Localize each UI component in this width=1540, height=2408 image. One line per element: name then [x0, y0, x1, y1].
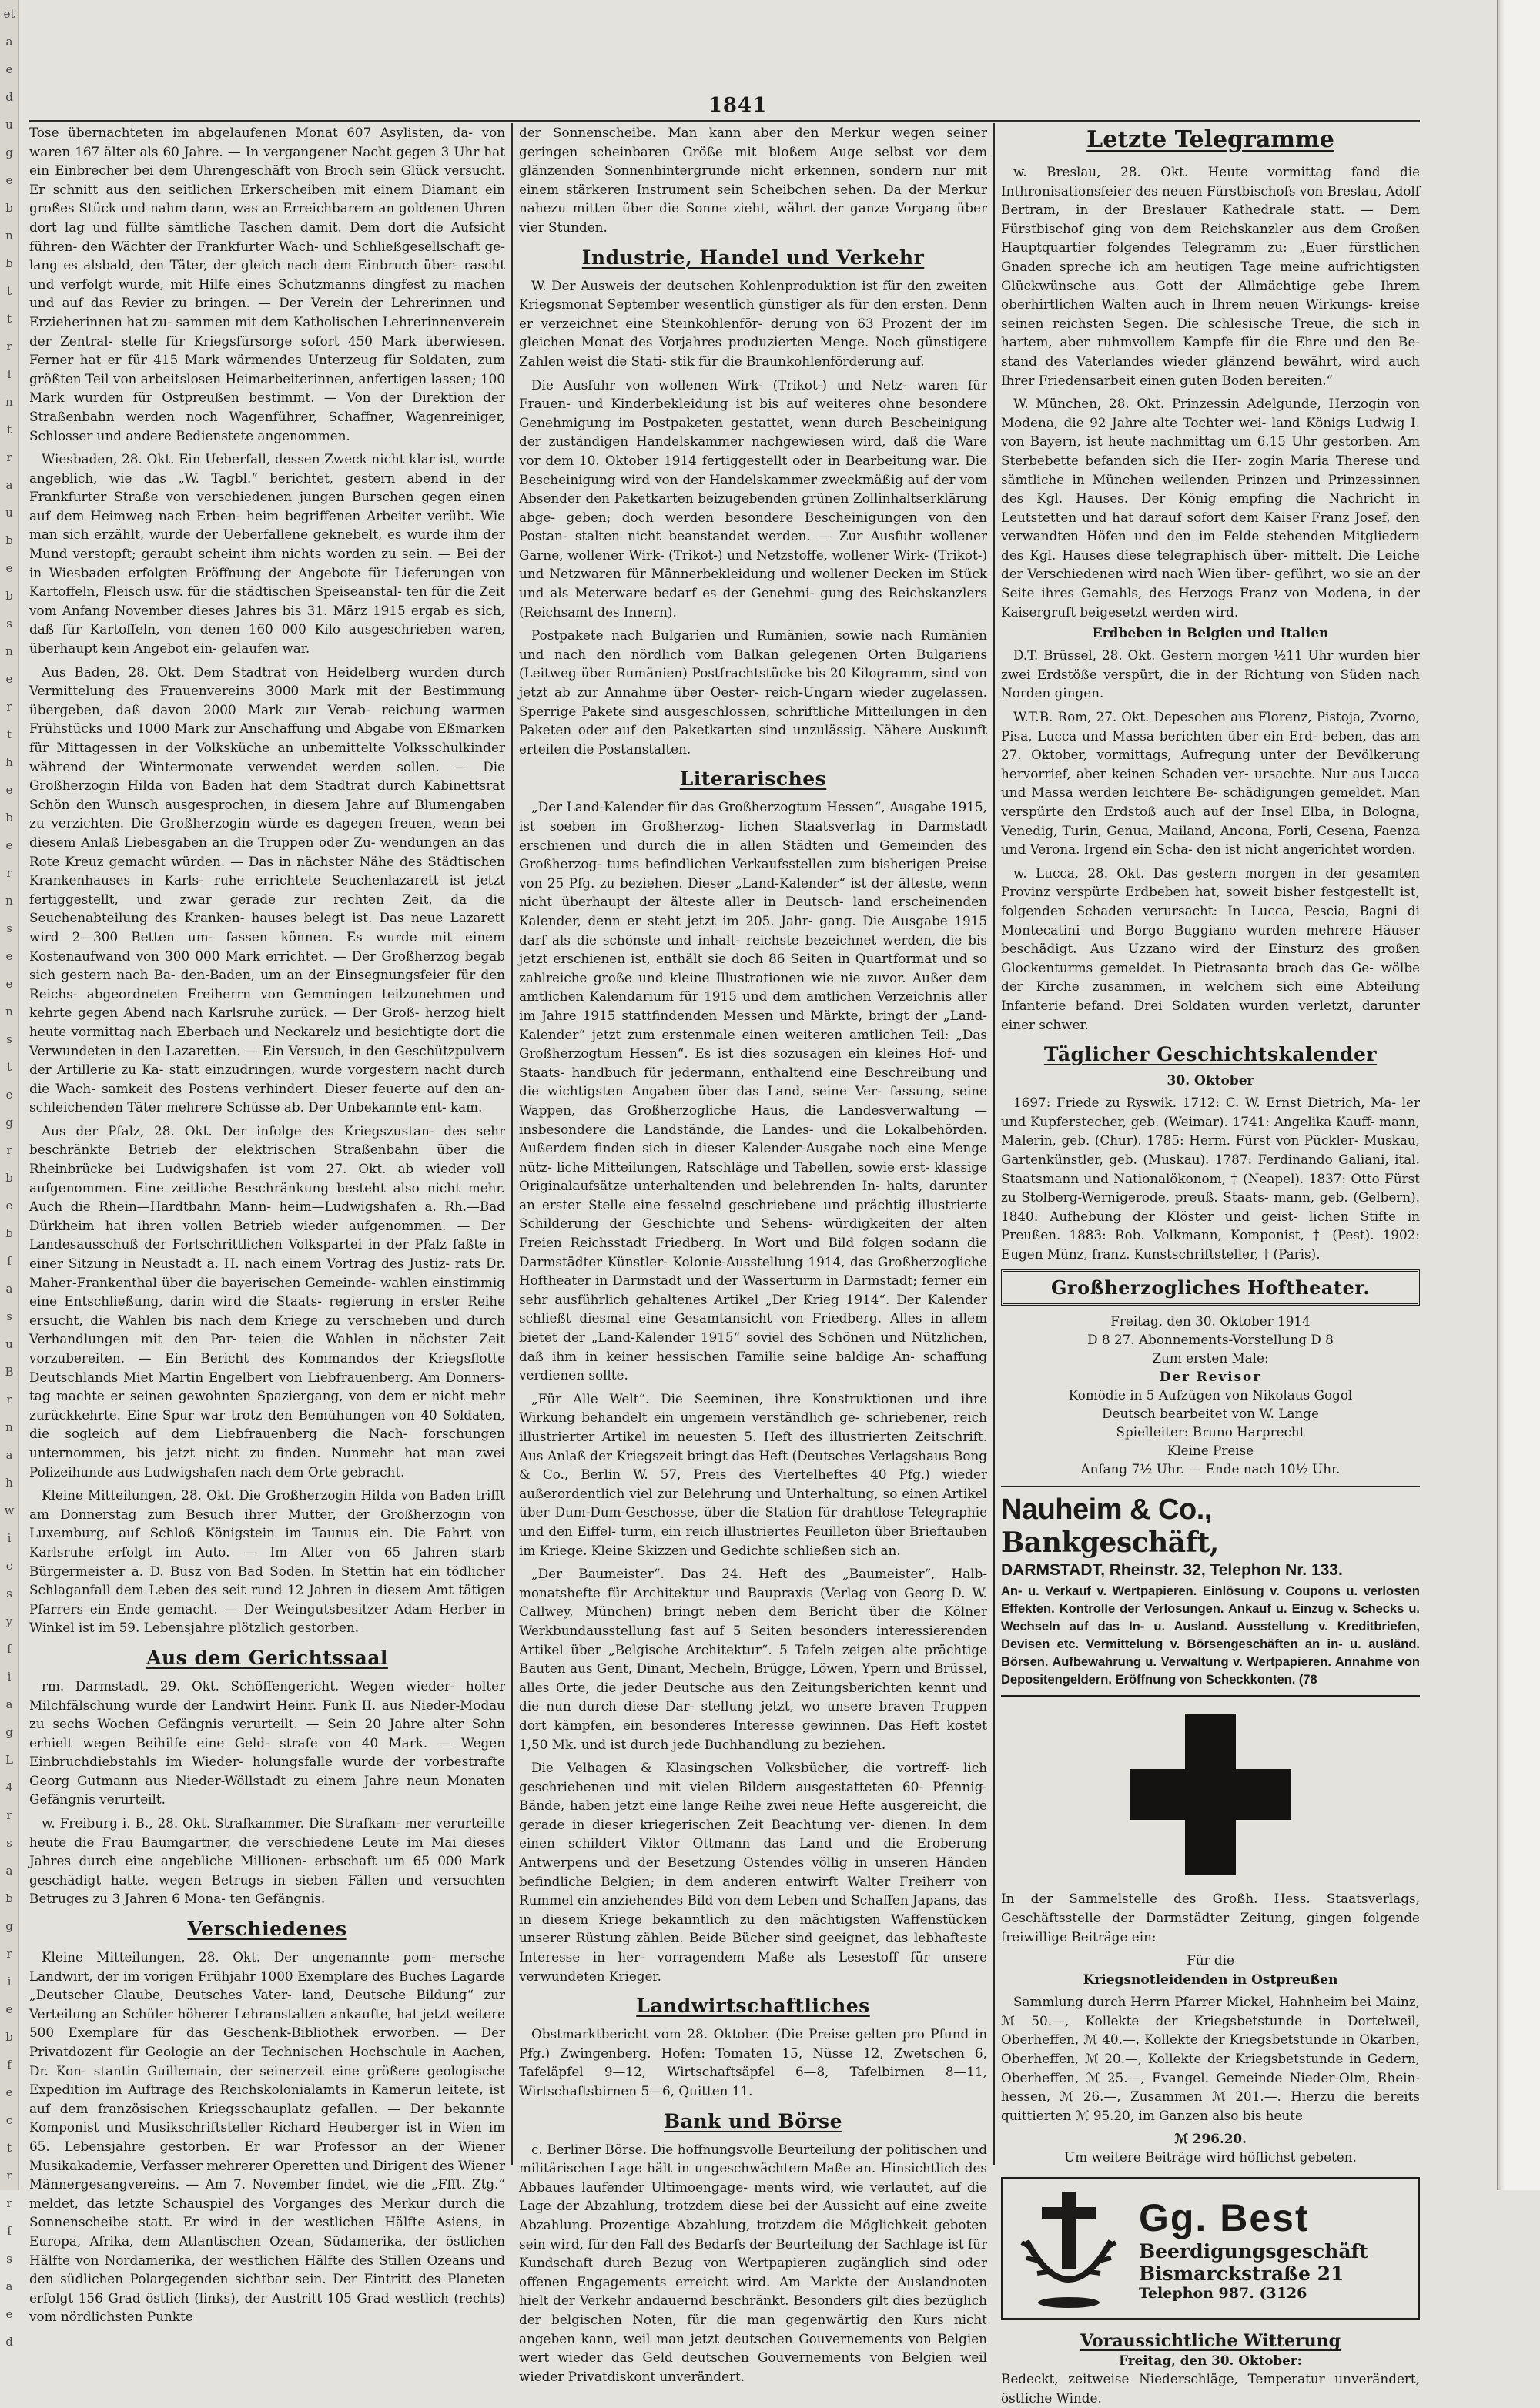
strip-letter: e — [5, 783, 13, 797]
strip-letter: t — [6, 2141, 12, 2155]
strip-letter: L — [5, 1753, 13, 1767]
funeral-text — [1139, 2196, 1368, 2302]
section-heading — [1001, 1043, 1420, 1065]
strip-letter: s — [6, 2252, 12, 2266]
strip-letter: a — [5, 478, 13, 492]
weather-heading: Voraussichtliche Witterung — [1080, 2331, 1341, 2352]
section-heading-text: Letzte Telegramme — [1086, 126, 1334, 153]
strip-letter: n — [5, 1005, 13, 1018]
strip-letter: b — [5, 201, 13, 215]
theater-program — [1001, 1312, 1420, 1478]
column-middle — [519, 123, 987, 2384]
strip-letter: r — [6, 700, 12, 714]
section-heading-text: Literarisches — [679, 768, 827, 791]
strip-letter: e — [5, 2307, 13, 2321]
article-text: w. Freiburg i. B., 28. Okt. Strafkammer. Die Strafkam- mer verurteilte heute die Frau Baumgartner, die verschiedene Leute im Mai dieses Jahres durch eine angebliche Millionen- erbschaft um 65 000 Mark geschädigt hatte, wegen Betrugs in sieben Fällen und versuchten Betruges zu 3 Jahren 6 Mona- ten Gefängnis. — [29, 1815, 505, 1907]
article-text: W. Der Ausweis der deutschen Kohlenproduktion ist für den zweiten Kriegsmonat September wesentlich günstiger als für den ersten. Denn er verzeichnet eine Steinkohlenför- derung von 63 Prozent der im gleichen Monat des Vorjahres produzierten Menge. Noch günstigere Zahlen weist die Stati- stik für die Braunkohlenförderung auf. — [519, 277, 987, 369]
strip-letter: t — [6, 284, 12, 298]
article-text: Obstmarktbericht vom 28. Oktober. (Die Preise gelten pro Pfund in Pfg.) Zwingenberg. Hofen: Tomaten 15, Nüsse 12, Zwetschen 6, Tafeläpfel 9—12, Wirtschaftsäpfel 6—8, Tafelbirnen 8—11, Wirtschaftsbirnen 5—6, Quitten 11. — [519, 2026, 987, 2099]
strip-letter: a — [5, 35, 13, 48]
article-text: Die Velhagen & Klasingschen Volksbücher, die vortreff- lich geschriebenen und mit vielen Bildern ausgestatteten 60- Pfennig-Bände, haben jetzt eine lange Reihe zwei neue Hefte ausgereicht, die gerade in dieser kriegerischen Zeit Beachtung ver- dienen. In dem einen schildert Viktor Ottmann das Land und die Eroberung Antwerpens und der Besetzung Ostendes völlig in unseren Händen befindliche Belgien; in dem anderen entwirft Walter Freiherr von Rummel ein anziehendes Bild von dem Leben und Schaffen Japans, das in diesem Kriege bekanntlich zu den mächtigsten Waffenstücken unserer Rüstung zählen. Beide Bücher sind geeignet, das lebhafteste Interesse in her- vorragendem Maße als Lesestoff für unsere verwundeten Krieger. — [519, 1760, 987, 1984]
theater-date: Freitag, den 30. Oktober 1914 — [1110, 1313, 1311, 1329]
cross-emblem — [1001, 1714, 1420, 1875]
article-text: W. München, 28. Okt. Prinzessin Adelgunde, Herzogin von Modena, die 92 Jahre alte Tochter wei- land Königs Ludwig I. von Bayern, ist heute nachmittag um 6.15 Uhr gestorben. Am Sterbebette befanden sich die Her- zogin Maria Therese und sämtliche in München weilenden Prinzen und Prinzessinnen des Kgl. Hauses. Der König empfing die Nachricht in Leutstetten und hat darauf sofort dem Kaiser Franz Josef, den verwandten Höfen und den im Felde stehenden Mitgliedern des Kgl. Hauses diese telegraphisch über- mittelt. Die Leiche der Verschiedenen wird nach Wien über- geführt, wo sie an der Seite ihres Gemahls, des Herzogs Franz von Modena, in der Kaisergruft beigesetzt werden wird. — [1001, 396, 1420, 620]
strip-letter: r — [6, 1393, 12, 1406]
bank-type: Bankgeschäft, — [1001, 1527, 1219, 1560]
strip-letter: b — [5, 533, 13, 547]
funeral-telephone: Telephon 987. (3126 — [1139, 2285, 1307, 2303]
newspaper-page — [29, 94, 1420, 2406]
strip-letter: s — [6, 1836, 12, 1850]
strip-letter: n — [5, 644, 13, 658]
strip-letter: i — [7, 1531, 12, 1545]
strip-letter: a — [5, 1448, 13, 1462]
strip-letter: b — [5, 1226, 13, 1240]
donation-for: Für die — [1187, 1952, 1234, 1968]
donation-request: Um weitere Beiträge wird höflichst gebeten. — [1064, 2149, 1357, 2166]
section-heading — [519, 246, 987, 269]
bank-address: DARMSTADT, Rheinstr. 32, Telephon Nr. 133. — [1001, 1561, 1343, 1580]
subheading: Erdbeben in Belgien und Italien — [1092, 626, 1329, 642]
strip-letter: e — [5, 561, 13, 575]
article-text: Aus Baden, 28. Okt. Dem Stadtrat von Heidelberg wurden durch Vermittelung des Frauenvereins 3000 Mark mit der Bestimmung übergeben, daß davon 2000 Mark zur Verab- reichung warmen Frühstücks und 1000 Mark zur Anschaffung und Abgabe von Eßmarken für Mittagessen in der Volksküche an unbemittelte Volksschulkinder während der Wintermonate verwendet werden sollen. — Die Großherzogin Hilda von Baden hat dem Stadtrat durch Kabinettsrat Schön den Wunsch ausgesprochen, in diesem Jahre auf Blumengaben zu verzichten. Die Großherzogin würde es dagegen freuen, wenn bei diesem Anlaß Liebesgaben an die Truppen oder Zu- wendungen an das Rote Kreuz gemacht würden. — Das in nächster Nähe des Städtischen Krankenhauses in Karls- ruhe errichtete Seuchenlazarett ist jetzt fertiggestellt, und zwar gerade zur rechten Zeit, da die Seuchenabteilung des Kranken- hauses belegt ist. Das neue Lazarett wird 2—300 Betten um- fassen können. Es wurde mit einem Kostenaufwand von 300 000 Mark errichtet. — Der Großherzog begab sich gestern nach Ba- den-Baden, um an der Einsegnungsfeier für den Reichs- abgeordneten Freiherrn von Gemmingen teilzunehmen und kehrte gegen Abend nach Karlsruhe zurück. — Der Groß- herzog hielt heute vormittag nach Eberbach und Neckarelz und besichtigte dort die Verwundeten in den Lazaretten. — Ein Versuch, in den Geschützpulvern der Artillerie zu Ka- statt einzudringen, wurde vorgestern nacht durch die Wach- samkeit des Postens verhindert. Dieser feuerte auf den an- schleichenden Täter mehrere Schüsse ab. Der Unbekannte ent- kam. — [29, 664, 505, 1115]
strip-letter: c — [5, 2113, 13, 2127]
section-heading — [519, 2110, 987, 2132]
section-heading-text: Täglicher Geschichtskalender — [1043, 1043, 1378, 1066]
article-text: „Für Alle Welt“. Die Seeminen, ihre Konstruktionen und ihre Wirkung behandelt ein ungemein verständlich ge- schriebener, reich illustrierter Artikel im neuesten 5. Heft des illustrierten Zeitschrift. Aus Anlaß der Kriegszeit bringt das Heft (Deutsches Verlagshaus Bong & Co., Berlin W. 57, Preis des Viertelheftes 40 Pfg.) wieder außerordentlich viel zur Belehrung und Unterhaltung, so einen Artikel über Dum-Dum-Geschosse, über die Station für drahtlose Telegraphie und den Eiffel- turm, ein reich illustriertes Feuilleton über Brieftauben im Kriege. Kleine Skizzen und Gedichte schließen sich an. — [519, 1390, 987, 1558]
strip-letter: n — [5, 229, 13, 242]
calendar-text: 1697: Friede zu Ryswik. 1712: C. W. Ernst Dietrich, Ma- ler und Kupferstecher, geb. (Weimar). 1741: Angelika Kauff- mann, Malerin, geb. (Chur). 1785: Herm. Fürst von Pückler- Muskau, Gartenkünstler, geb. (Muskau). 1787: Ferdinando Galiani, ital. Staatsmann und Nationalökonom, † (Neapel). 1837: Otto Fürst zu Stolberg-Wernigerode, preuß. Staats- mann, geb. (Gelbern). 1840: Aufhebung der Klöster und geist- lichen Stifte in Preußen. 1883: Rob. Volkmann, Komponist, † (Pest). 1902: Eugen Münz, franz. Kunstschriftsteller, † (Paris). — [1001, 1095, 1420, 1262]
bank-brand: Nauheim & Co., — [1001, 1493, 1212, 1527]
section-heading-text: Industrie, Handel und Verkehr — [581, 246, 925, 269]
play-prices: Kleine Preise — [1167, 1443, 1254, 1459]
strip-letter: h — [5, 1476, 13, 1490]
strip-letter: e — [5, 2002, 13, 2016]
strip-letter: i — [7, 1975, 12, 1988]
section-heading — [29, 1918, 505, 1940]
strip-letter: s — [6, 1309, 12, 1323]
weather-date: Freitag, den 30. Oktober: — [1119, 2353, 1302, 2369]
section-heading — [519, 1995, 987, 2017]
strip-letter: b — [5, 2030, 13, 2044]
strip-letter: b — [5, 811, 13, 824]
section-heading-text: Aus dem Gerichtssaal — [146, 1646, 388, 1669]
section-heading-text: Verschiedenes — [187, 1918, 347, 1941]
strip-letter: s — [6, 1587, 12, 1600]
strip-letter: a — [5, 2279, 13, 2293]
strip-letter: d — [5, 90, 13, 104]
column-rule — [511, 123, 513, 2165]
strip-letter: r — [6, 339, 12, 353]
calendar-date: 30. Oktober — [1167, 1073, 1254, 1089]
strip-letter: t — [6, 312, 12, 326]
article-text: „Der Baumeister“. Das 24. Heft des „Baumeister“, Halb- monatshefte für Architektur und Baupraxis (Verlag von Georg D. W. Callwey, München) bringt neben dem Bericht über die Kölner Werkbundausstellung fast auf 5 Seiten besonders interessierenden Artikel über „Belgische Architektur“. 5 Tafeln zeigen alte prächtige Bauten aus Gent, Dinant, Mecheln, Brügge, Löwen, Ypern und Brüssel, alles Orte, die jeder Deutsche aus den Zeitungsberichten kennt und die nun durch diese Dar- stellung jetzt, wo unsere braven Truppen dort kämpfen, ein besonderes Interesse gewinnen. Das Heft kostet 1,50 Mk. und ist durch jede Buchhandlung zu beziehen. — [519, 1566, 987, 1752]
article-text: „Der Land-Kalender für das Großherzogtum Hessen“, Ausgabe 1915, ist soeben im Großherzog- lichen Staatsverlag in Darmstadt erschienen und durch die in allen Städten und Gemeinden des Großherzog- tums befindlichen Verkaufsstellen zum bisherigen Preise von 25 Pfg. zu beziehen. Dieser „Land-Kalender“ ist der älteste, wenn nicht überhaupt der älteste aller in Deutsch- land erscheinenden Kalender, denn er steht jetzt im 205. Jahr- gang. Die Ausgabe 1915 darf als die schönste und inhalt- reichste bezeichnet werden, die bis jetzt erschienen ist, enthält sie doch 86 Seiten in Quartformat und so zahlreiche große und kleine Illustrationen wie nie zuvor. Außer dem amtlichen Kalendarium für 1915 und dem amtlichen Verzeichnis aller im Jahre 1915 stattfindenden Messen und Märkte, bringt der „Land-Kalender“ jetzt zum erstenmale einen weiteren amtlichen Teil: „Das Großherzogtum Hessen“. Es ist dies sozusagen ein kleines Hof- und Staats- handbuch für jedermann, enthaltend eine Beschreibung und die wichtigsten Angaben über das Land, seine Ver- fassung, seine Wappen, das Großherzogliche Haus, die Landesverwaltung — insbesondere die Landstände, die Landes- und die Lokalbehörden. Außerdem finden sich in dieser Kalender-Ausgabe noch eine Menge nütz- liche Mitteilungen, Ratschläge und Tabellen, sowie erst- klassige Originalaufsätze unterhaltenden und belehrenden In- halts, darunter an erster Stelle eine fesselnd geschriebene und prächtig illustrierte Schilderung der Geschichte und Sehens- würdigkeiten der alten Freien Reichsstadt Friedberg. In Wort und Bild folgen sodann die Darmstädter Künstler- Kolonie-Ausstellung 1914, das Großherzogliche Hoftheater in Darmstadt und der Wasserturm in Darmstadt; ferner ein sehr ausführlich gehaltenes Artikel „Der Krieg 1914“. Der Kalender schließt diesmal eine Gesamtansicht von Friedberg. Alles in allem bietet der „Land-Kalender 1915“ soviel des Schönen und Nützlichen, daß ihm in keiner hessischen Familie seine baldige An- schaffung verdienen sollte. — [519, 799, 987, 1383]
section-heading-text: Bank und Börse — [663, 2109, 843, 2132]
cross-icon — [1130, 1714, 1291, 1875]
article-text: Aus der Pfalz, 28. Okt. Der infolge des Kriegszustan- des sehr beschränkte Betrieb der elektrischen Straßenbahn über die Rheinbrücke bei Ludwigshafen ist vom 27. Okt. ab wieder voll aufgenommen. Eine zeitliche Beschränkung besteht also nicht mehr. Auch die Rhein—Hardtbahn Mann- heim—Ludwigshafen a. Rh.—Bad Dürkheim hat ihren vollen Betrieb wieder aufgenommen. — Der Landesausschuß der Fortschrittlichen Volkspartei in der Pfalz faßte in einer Sitzung in Neustadt a. H. nach einem Vortrag des Justiz- rats Dr. Maher-Frankenthal über die bayerischen Gemeinde- wahlen einstimmig eine Entschließung, darin wird die Staats- regierung in erster Reihe ersucht, die Wahlen bis nach dem Kriege zu verschieben und durch Verhandlungen mit den Par- teien die Wahlen in nächster Zeit vorzubereiten. — Ein Bericht des Kommandos der Kriegsflotte Deutschlands Miet Martin Engelbert von Liebfrauenberg. Am Donners- tag machte er seinen gewohnten Spaziergang, von dem er nicht mehr zurückkehrte. Eine Spur war trotz den Bemühungen von 40 Soldaten, die sogleich auf dem Liebfrauenberg die Nach- forschungen unternommen, bis jetzt nicht zu finden. Nunmehr hat man zwei Polizeihunde aus Ludwigshafen nach dem Orte gebracht. — [29, 1122, 505, 1480]
donation-title: Kriegsnotleidenden in Ostpreußen — [1083, 1972, 1338, 1988]
strip-letter: y — [5, 1614, 13, 1628]
article-text: der Sonnenscheibe. Man kann aber den Merkur wegen seiner geringen scheinbaren Größe mit bloßem Auge selbst vor dem glänzenden Sonnenhintergrunde nicht erkennen, sondern nur mit einem stärkeren Instrument sein Scheibchen sehen. Da der Merkur nahezu mitten über die Sonne zieht, währt der ganze Vorgang über vier Stunden. — [519, 125, 987, 235]
strip-letter: g — [5, 1919, 13, 1933]
funeral-address: Bismarckstraße 21 — [1139, 2263, 1344, 2286]
strip-letter: B — [5, 1365, 14, 1379]
strip-letter: n — [5, 894, 13, 908]
strip-letter: e — [5, 2085, 13, 2099]
play-times: Anfang 7½ Uhr. — Ende nach 10½ Uhr. — [1080, 1461, 1341, 1477]
strip-letter: u — [5, 118, 13, 132]
article-text: rm. Darmstadt, 29. Okt. Schöffengericht. Wegen wieder- holter Milchfälschung wurde der Landwirt Heinr. Funk II. aus Nieder-Modau zu sechs Wochen Gefängnis verurteilt. — Sein 20 Jahre alter Sohn erhielt wegen Beihilfe eine Geld- strafe von 40 Mark. — Wegen Einbruchdiebstahls im Wieder- holungsfalle wurde der vorbestrafte Georg Gutmann aus Nieder-Wöllstadt zu einem Jahre neun Monaten Gefängnis verurteilt. — [29, 1677, 505, 1808]
adjacent-page-strip — [0, 0, 19, 2349]
bank-name — [1001, 1493, 1420, 1560]
strip-letter: r — [6, 1808, 12, 1822]
article-text: Postpakete nach Bulgarien und Rumänien, sowie nach Rumänien und nach den nördlich vom Balkan gelegenen Orten Bulgariens (Leitweg über Rumänien) Postfrachtstücke bis 20 Kilogramm, sind von jetzt ab zur Annahme über Oester- reich-Ungarn wieder zugelassen. Sperrige Pakete sind ausgeschlossen, schriftliche Mitteilungen in den Paketen oder auf den Paketkarten sind unzulässig. Nähere Auskunft erteilen die Postanstalten. — [519, 627, 987, 757]
strip-letter: u — [5, 506, 13, 520]
cross-wreath-icon — [1011, 2187, 1127, 2310]
column-right — [1001, 123, 1420, 2406]
strip-letter: f — [7, 2058, 12, 2072]
play-title: Der Revisor — [1159, 1369, 1262, 1385]
play-translator: Deutsch bearbeitet von W. Lange — [1102, 1406, 1319, 1422]
strip-letter: a — [5, 1697, 13, 1711]
strip-letter: f — [7, 2224, 12, 2238]
strip-letter: f — [7, 1254, 12, 1268]
strip-letter: e — [5, 672, 13, 686]
article-text: w. Breslau, 28. Okt. Heute vormittag fand die Inthronisationsfeier des neuen Fürstbischofs von Breslau, Adolf Bertram, in der Breslauer Kathedrale statt. — Dem Fürstbischof ging von dem Reichskanzler aus dem Großen Hauptquartier folgendes Telegramm zu: „Euer fürstlichen Gnaden spreche ich am heutigen Tage meine aufrichtigsten Glückwünsche aus. Gott der Allmächtige gebe Ihrem oberhirtlichen Walten auch in Ihrem neuen Wirkungs- kreise seinen reichsten Segen. Die schlesische Treue, die sich in hartem, aber ruhmvollem Kampfe für die Ehre und den Be- stand des Vaterlandes wieder glänzend bewährt, wird auch Ihrer Friedensarbeit einen guten Boden bereiten.“ — [1001, 164, 1420, 388]
strip-letter: b — [5, 1171, 13, 1185]
page-edge — [1497, 0, 1540, 2190]
strip-letter: g — [5, 1725, 13, 1739]
strip-letter: n — [5, 1420, 13, 1434]
funeral-name: Gg. Best — [1139, 2196, 1310, 2240]
donation-total: ℳ 296.20. — [1174, 2131, 1247, 2147]
strip-letter: e — [5, 62, 13, 76]
strip-letter: r — [6, 450, 12, 464]
strip-letter: h — [5, 755, 13, 769]
funeral-advertisement — [1001, 2177, 1420, 2320]
funeral-type: Beerdigungsgeschäft — [1139, 2240, 1368, 2263]
strip-letter: g — [5, 1115, 13, 1129]
strip-letter: e — [5, 949, 13, 963]
strip-letter: r — [6, 1947, 12, 1961]
article-text: Tose übernachteten im abgelaufenen Monat 607 Asylisten, da- von waren 167 älter als 60 Jahre. — In vergangener Nacht gegen 3 Uhr hat ein Einbrecher bei dem Uhrengeschäft von Broch sein Glück versucht. Er schnitt aus den seitlichen Erkerscheiben mit einem Diamant ein großes Stück und nahm dann, was an Erreichbarem an goldenen Uhren dort lag und füllte sämtliche Taschen damit. Dem dort die Aufsicht führen- den Wächter der Frankfurter Wach- und Schließgesellschaft ge- lang es alsbald, den Täter, der gleich nach dem Einbruch über- rascht und verfolgt wurde, mit Hilfe eines Schutzmanns dingfest zu machen und auf das Revier zu bringen. — Der Verein der Lehrerinnen und Erzieherinnen hat zu- sammen mit dem Katholischen Lehrerinnenverein der Zentral- stelle für Kriegsfürsorge sofort 450 Mark überwiesen. Ferner hat er für 415 Mark wärmendes Unterzeug für Soldaten, zum größten Teil von arbeitslosen Heimarbeiterinnen, anfertigen lassen; 100 Mark wurden für Ostpreußen bestimmt. — Von der Direktion der Straßenbahn werden noch Wagenführer, Schaffner, Wagenreiniger, Schlosser und andere Bedienstete angenommen. — [29, 125, 505, 443]
strip-letter: e — [5, 1088, 13, 1102]
donation-list: Sammlung durch Herrn Pfarrer Mickel, Hahnheim bei Mainz, ℳ 50.—, Kollekte der Kriegsbetstunde in Dortelweil, Oberheffen, ℳ 40.—, Kollekte der Kriegsbetstunde in Okarben, Oberheffen, ℳ 20.—, Kollekte der Kriegsbetstunde in Gedern, Oberheffen, ℳ 25.—, Evangel. Gemeinde Nieder-Olm, Rhein- hessen, ℳ 26.—, Zusammen ℳ 201.—. Hierzu die bereits quittierten ℳ 95.20, im Ganzen also bis heute — [1001, 1994, 1420, 2123]
donation-text: In der Sammelstelle des Großh. Hess. Staatsverlags, Geschäftsstelle der Darmstädter Zeitung, gingen folgende freiwillige Beiträge ein: — [1001, 1891, 1420, 1945]
strip-letter: s — [6, 1032, 12, 1046]
strip-letter: t — [6, 1060, 12, 1074]
article-text: w. Lucca, 28. Okt. Das gestern morgen in der gesamten Provinz verspürte Erdbeben hat, soweit bisher festgestellt ist, folgenden Schaden verursacht: In Lucca, Pescia, Bagni di Montecatini und Borgo Buggiano wurden mehrere Häuser beschädigt. Aus Uzzano wird der Einsturz des großen Glockenturms gemeldet. In Pietrasanta brach das Ge- wölbe der Kirche zusammen, in welchem sich eine Abteilung Infanterie befand. Drei Soldaten wurden verletzt, darunter einer schwer. — [1001, 865, 1420, 1032]
strip-letter: et — [3, 7, 15, 21]
strip-letter: n — [5, 395, 13, 409]
strip-letter: g — [5, 145, 13, 159]
bank-advertisement — [1001, 1486, 1420, 1697]
article-text: Kleine Mitteilungen, 28. Okt. Die Großherzogin Hilda von Baden trifft am Donnerstag zum Besuch ihrer Mutter, der Großherzogin von Luxemburg, auf Schloß Königstein im Taunus ein. Die Fahrt von Karlsruhe erfolgt im Auto. — Im Alter von 65 Jahren starb Bürgermeister a. D. Busz von Bad Soden. In Stettin hat ein tödlicher Schlaganfall dem Leben des seit rund 12 Jahren in diesem Amt tätigen Pfarrers ein Ende gemacht. — Der Weingutsbesitzer Adam Herber in Winkel ist im 59. Lebensjahre plötzlich gestorben. — [29, 1487, 505, 1636]
play-description: Komödie in 5 Aufzügen von Nikolaus Gogol — [1068, 1387, 1353, 1403]
strip-letter: b — [5, 589, 13, 603]
strip-letter: t — [6, 423, 12, 436]
strip-letter: e — [5, 977, 13, 991]
column-left — [29, 123, 505, 2325]
article-text: Kleine Mitteilungen, 28. Okt. Der ungenannte pom- mersche Landwirt, der im vorigen Frühjahr 1000 Exemplare des Buches Lagarde „Deutscher Glaube, Deutsches Vater- land, Deutsche Bildung“ zur Verteilung an Schüler höherer Lehranstalten ankaufte, hat jetzt weitere 500 Exemplare für das Geschenk-Bibliothek erworben. — Der Privatdozent für Geologie an der Technischen Hochschule in Aachen, Dr. Kon- stantin Guillemain, der seinerzeit eine größere geologische Expedition im Auftrage des Reichskolonialamts in Kamerun leitete, ist auf dem französischen Kriegsschauplatz gefallen. — Der bekannte Komponist und Musikschriftsteller Richard Heuberger ist in Wien im 65. Lebensjahre gestorben. Er war Professor an der Wiener Musikakademie, Verfasser mehrerer Operetten und Dirigent des Wiener Männergesangvereins. — Am 7. November findet, wie die „Ffft. Ztg.“ meldet, das letzte Schauspiel des Vorganges des Merkur durch die Sonnenscheibe statt. Er wird in der westlichen Hälfte Asiens, in Europa, Afrika, dem Atlantischen Ozean, Südamerika, der östlichen Hälfte von Nordamerika, der westlichen Hälfte des Stillen Ozeans und den südlichen Polargegenden sichtbar sein. Der Eintritt des Planeten erfolgt 156 Grad östlich (links), der Austritt 105 Grad westlich (rechts) vom nördlichsten Punkte — [29, 1949, 505, 2325]
article-text: Die Ausfuhr von wollenen Wirk- (Trikot-) und Netz- waren für Frauen- und Kinderbekleidung ist bis auf weiteres ohne besondere Genehmigung im Postpaketen gestattet, wenn durch Bescheinigung der zuständigen Handelskammer nachgewiesen wird, daß die Ware vor dem 10. Oktober 1914 fertiggestellt oder in Bearbeitung war. Die Bescheinigung wird von der Handelskammer zweckmäßig auf der vom Absender den Paketkarten beizugebenden grünen Zollinhaltserklärung abge- geben; doch werden besondere Bescheinigungen von den Postan- stalten nicht beanstandet werden. — Zur Ausfuhr wollener Garne, wollener Wirk- (Trikot-) und Netzstoffe, wollener Wirk- (Trikot-) und Netzwaren für Männerbekleidung und wollener Decken im Stück und als Meterware bedarf es der Genehmi- gung des Reichskanzlers (Reichsamt des Innern). — [519, 376, 987, 620]
page-number: 1841 — [708, 94, 768, 117]
section-heading-text: Landwirtschaftliches — [636, 1995, 870, 2018]
strip-letter: s — [6, 921, 12, 935]
header-rule — [29, 120, 1420, 122]
theater-subscription: D 8 27. Abonnements-Vorstellung D 8 — [1087, 1332, 1334, 1348]
strip-letter: a — [5, 1282, 13, 1296]
strip-letter: w — [4, 1503, 15, 1517]
strip-letter: b — [5, 1891, 13, 1905]
strip-letter: f — [7, 1642, 12, 1656]
theater-note: Zum ersten Male: — [1152, 1350, 1269, 1366]
article-text: D.T. Brüssel, 28. Okt. Gestern morgen ½11 Uhr wurden hier zwei Erdstöße verspürt, die in der Richtung von Süden nach Norden gingen. — [1001, 647, 1420, 701]
strip-letter: e — [5, 1199, 13, 1212]
strip-letter: l — [7, 367, 12, 381]
column-rule — [993, 123, 995, 2165]
strip-letter: c — [5, 1559, 13, 1573]
play-director: Spielleiter: Bruno Harprecht — [1116, 1424, 1305, 1440]
weather-text: Bedeckt, zeitweise Niederschläge, Temperatur unverändert, östliche Winde. — [1001, 2371, 1420, 2406]
strip-letter: a — [5, 1864, 13, 1878]
strip-letter: r — [6, 2169, 12, 2182]
section-heading — [519, 768, 987, 790]
section-heading — [29, 1647, 505, 1669]
bank-services: An- u. Verkauf v. Wertpapieren. Einlösung v. Coupons u. verlosten Effekten. Kontrolle der Verlosungen. Ankauf u. Einzug v. Schecks u. Wechseln auf das In- u. Ausland. Ausstellung v. Kreditbriefen, Devisen etc. Vermittelung v. Börsengeschäften an in- u. ausländ. Börsen. Aufbewahrung u. Verwaltung v. Wertpapieren. Annahme von Depositengeldern. Eröffnung von Scheckkonten. (78 — [1001, 1584, 1420, 1687]
section-heading — [1001, 126, 1420, 153]
strip-letter: e — [5, 838, 13, 852]
strip-letter: i — [7, 1670, 12, 1684]
strip-letter: e — [5, 173, 13, 187]
strip-letter: s — [6, 617, 12, 630]
strip-letter: r — [6, 1143, 12, 1157]
strip-letter: d — [5, 2335, 13, 2349]
article-text: W.T.B. Rom, 27. Okt. Depeschen aus Florenz, Pistoja, Zvorno, Pisa, Lucca und Massa berichten über ein Erd- beben, das am 27. Oktober, vormittags, Aufregung unter der Bevölkerung hervorrief, aber keinen Schaden ver- ursachte. Nur aus Lucca und Massa werden leichtere Be- schädigungen gemeldet. Man verspürte den Erdstoß auch auf der Insel Elba, in Bologna, Venedig, Turin, Genua, Mailand, Ancona, Forli, Cesena, Faenza und Verona. Irgend ein Scha- den ist nicht angerichtet worden. — [1001, 709, 1420, 858]
strip-letter: r — [6, 2196, 12, 2210]
strip-letter: t — [6, 727, 12, 741]
article-text: Wiesbaden, 28. Okt. Ein Ueberfall, dessen Zweck nicht klar ist, wurde angeblich, wie das „W. Tagbl.“ berichtet, gestern abend in der Frankfurter Straße von verschiedenen jungen Burschen gegen einen auf dem Heimweg nach Erben- heim begriffenen Arbeiter verübt. Wie man sich erzählt, wurde der Ueberfallene geknebelt, es wurde ihm der Mund verstopft; geraubt scheint ihm nichts worden zu sein. — Bei der in Wiesbaden erfolgten Eröffnung der Angebote für Lieferungen von Kartoffeln, Fleisch usw. für die städtischen Speiseanstal- ten für die Zeit vom Anfang November dieses Jahres bis 31. März 1915 ergab es sich, daß für Kartoffeln, von denen 160 000 Kilo ausgeschrieben waren, überhaupt kein Angebot ein- gelaufen war. — [29, 451, 505, 657]
theater-heading: Großherzogliches Hoftheater. — [1001, 1269, 1420, 1306]
article-text: c. Berliner Börse. Die hoffnungsvolle Beurteilung der politischen und militärischen Lage hält in ungeschwächtem Maße an. Hinsichtlich des Abbaues laufender Ultimoengage- ments wird, wie verlautet, auf die Lage der Abzahlung, trotzdem diese bei der Aussicht auf eine zweite Abzahlung. Prozentige Abzahlung, trotzdem die Möglichkeit geboten sein wird, für den Fall des Bedarfs der Beurteilung der Sachlage ist für Kundschaft durch Bezug von Wertpapieren zugänglich sind oder offenen Engagements erreicht wird. Am Markte der Auslandnoten hielt der Verkehr andauernd beschränkt. Besonders gilt dies bezüglich der belgischen Noten, für die man gegenwärtig den Kurs nicht angeben kann, weil man jetzt deutschen Gouvernements von Belgien wert wieder das Geld deutschen Gouvernements von Belgien weil wieder Privatdiskont unverändert. — [519, 2141, 987, 2384]
strip-letter: b — [5, 256, 13, 270]
strip-letter: u — [5, 1337, 13, 1351]
strip-letter: r — [6, 866, 12, 880]
strip-letter: 4 — [5, 1781, 13, 1794]
